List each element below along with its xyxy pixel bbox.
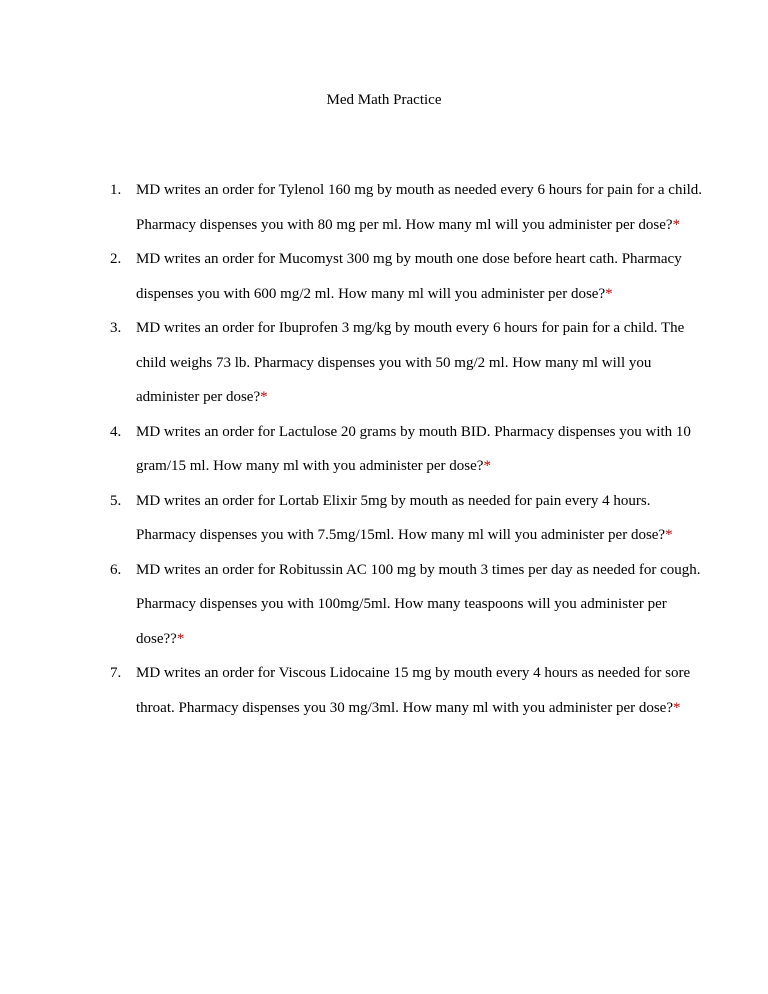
required-asterisk: *	[665, 527, 673, 543]
question-text: MD writes an order for Tylenol 160 mg by mouth as needed every 6 hours for pain for a child. Pharmacy dispenses you with 80 mg per ml. How many ml will you administer per dose?	[136, 182, 703, 233]
question-item	[110, 415, 710, 484]
question-number: 4.	[110, 423, 122, 440]
question-number: 1.	[110, 182, 122, 198]
question-text: MD writes an order for Mucomyst 300 mg by mouth one dose before heart cath. Pharmacy dispenses you with 600 mg/2 ml. How many ml will you administer per dose?	[136, 251, 682, 302]
question-text: MD writes an order for Viscous Lidocaine 15 mg by mouth every 4 hours as needed for sore throat. Pharmacy dispenses you 30 mg/3ml. How many ml with you administer per dose?	[136, 665, 691, 716]
question-list	[110, 173, 710, 725]
required-asterisk: *	[672, 216, 681, 233]
page-title: Med Math Practice	[326, 92, 442, 108]
question-number: 5.	[110, 492, 122, 509]
question-number: 7.	[110, 665, 122, 681]
required-asterisk: *	[260, 389, 268, 405]
question-item	[110, 484, 710, 553]
question-number: 3.	[110, 320, 122, 336]
question-text: MD writes an order for Ibuprofen 3 mg/kg by mouth every 6 hours for pain for a child. The child weighs 73 lb. Pharmacy dispenses you with 50 mg/2 ml. How many ml will you administer per dose?	[136, 320, 685, 405]
required-asterisk: *	[673, 699, 681, 716]
question-item	[110, 553, 710, 657]
question-item	[110, 311, 710, 415]
question-text: MD writes an order for Robitussin AC 100 mg by mouth 3 times per day as needed for cough. Pharmacy dispenses you with 100mg/5ml. How many teaspoons will you administer per dose??	[136, 561, 701, 647]
question-text: MD writes an order for Lortab Elixir 5mg by mouth as needed for pain every 4 hours. Pharmacy dispenses you with 7.5mg/15ml. How many ml will you administer per dose?	[136, 492, 666, 543]
question-item	[110, 173, 710, 242]
question-number: 2.	[110, 251, 122, 267]
question-item	[110, 242, 710, 311]
required-asterisk: *	[483, 458, 491, 474]
question-number: 6.	[110, 561, 122, 578]
question-item	[110, 656, 710, 725]
required-asterisk: *	[605, 285, 613, 302]
required-asterisk: *	[176, 630, 185, 647]
question-text: MD writes an order for Lactulose 20 grams by mouth BID. Pharmacy dispenses you with 10 gram/15 ml. How many ml with you administer per dose?	[136, 423, 691, 474]
